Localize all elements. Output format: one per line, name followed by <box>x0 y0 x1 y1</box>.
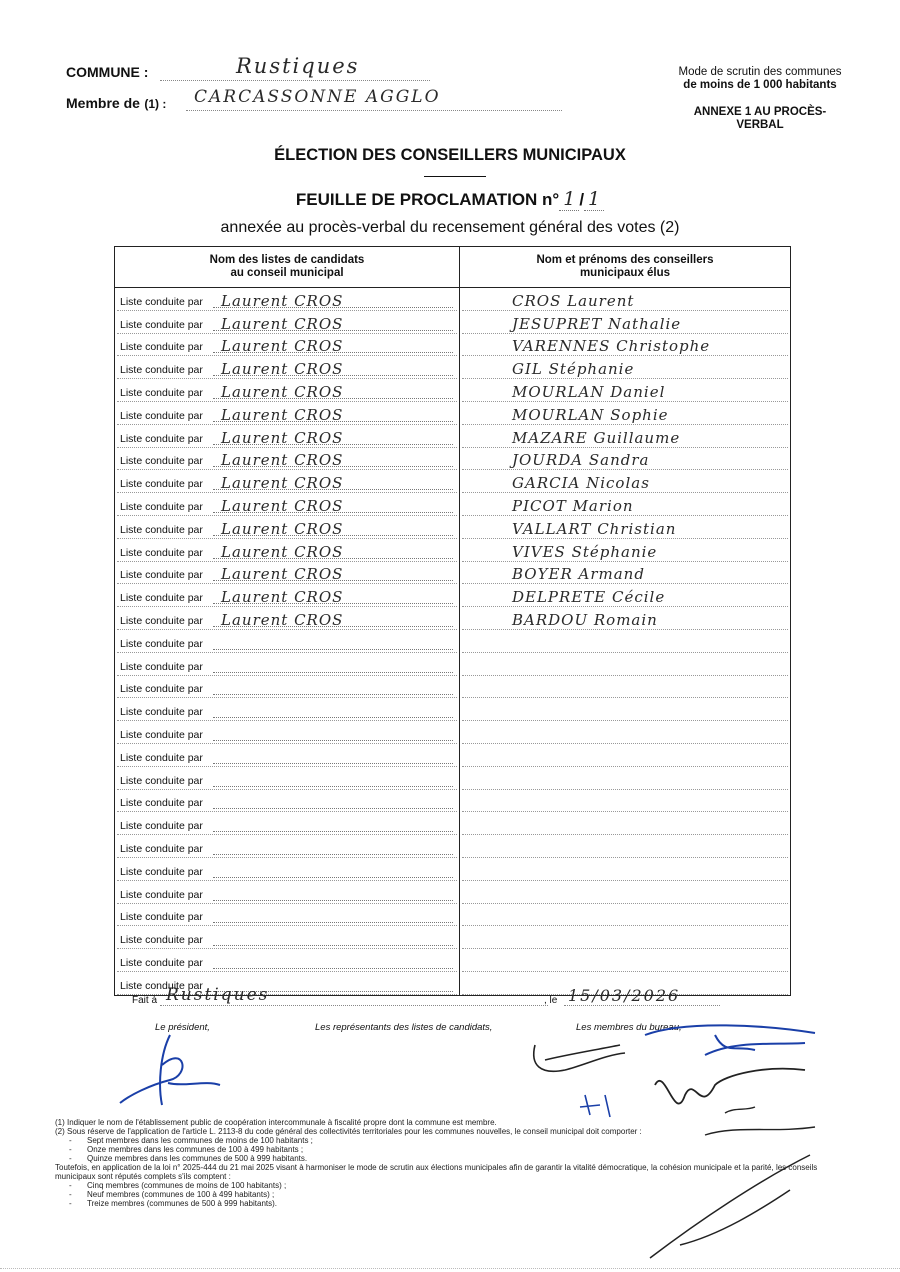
footnote-2-items <box>55 1136 670 1163</box>
list-cell-line <box>117 767 457 790</box>
fait-line <box>160 1005 548 1006</box>
elu-cell <box>460 516 791 539</box>
elu-cell <box>460 744 791 767</box>
table-row <box>115 334 791 357</box>
elu-cell <box>460 356 791 379</box>
row-prefix: Liste conduite par <box>120 569 203 582</box>
list-cell <box>115 470 460 493</box>
row-prefix: Liste conduite par <box>120 842 203 855</box>
elu-cell-line <box>462 904 788 927</box>
elu-cell <box>460 812 791 835</box>
row-prefix: Liste conduite par <box>120 523 203 536</box>
row-prefix: Liste conduite par <box>120 934 203 947</box>
row-prefix: Liste conduite par <box>120 341 203 354</box>
row-prefix: Liste conduite par <box>120 318 203 331</box>
list-cell <box>115 721 460 744</box>
membre-label-group <box>66 95 166 113</box>
row-prefix: Liste conduite par <box>120 774 203 787</box>
row-leader <box>213 820 453 832</box>
list-cell-line <box>117 790 457 813</box>
elu-cell <box>460 448 791 471</box>
list-leader-name: Laurent CROS <box>221 474 344 493</box>
feuille-number: 1 <box>559 188 579 211</box>
list-leader-name: Laurent CROS <box>221 337 344 356</box>
list-cell <box>115 790 460 813</box>
elu-cell-line <box>462 334 788 357</box>
date-label: , le <box>544 995 558 1006</box>
elu-cell <box>460 721 791 744</box>
elu-cell-line <box>462 288 788 311</box>
feuille-subtitle: annexée au procès-verbal du recensement général des votes (2) <box>220 219 680 236</box>
fait-value: Rustiques <box>166 985 270 1005</box>
elu-cell-line <box>462 607 788 630</box>
elu-cell-line <box>462 790 788 813</box>
feuille-title <box>0 188 900 210</box>
membre-label: Membre de <box>66 95 140 111</box>
table-row <box>115 858 791 881</box>
list-cell-line <box>117 584 457 607</box>
list-cell <box>115 539 460 562</box>
membre-note: (1) : <box>144 97 167 111</box>
elu-cell <box>460 470 791 493</box>
col-elus-line-1: Nom et prénoms des conseillers <box>536 254 714 266</box>
table-row <box>115 379 791 402</box>
list-cell <box>115 288 460 311</box>
feuille-separator: / <box>579 190 585 209</box>
elu-cell <box>460 311 791 334</box>
elu-cell <box>460 949 791 972</box>
list-cell <box>115 676 460 699</box>
elu-cell-line <box>462 881 788 904</box>
row-prefix: Liste conduite par <box>120 409 203 422</box>
bullet-dash: - <box>69 1181 72 1190</box>
row-leader <box>213 889 453 901</box>
elu-cell <box>460 767 791 790</box>
table-row <box>115 926 791 949</box>
list-cell <box>115 402 460 425</box>
list-cell-line <box>117 698 457 721</box>
row-prefix: Liste conduite par <box>120 546 203 559</box>
table-row <box>115 448 791 471</box>
list-cell <box>115 448 460 471</box>
list-cell-line <box>117 744 457 767</box>
list-cell-line <box>117 379 457 402</box>
list-cell <box>115 926 460 949</box>
annexe-label <box>670 106 850 132</box>
list-cell-line <box>117 356 457 379</box>
elu-name: BARDOU Romain <box>512 610 658 629</box>
row-prefix: Liste conduite par <box>120 660 203 673</box>
list-cell <box>115 698 460 721</box>
elu-name: VARENNES Christophe <box>512 337 711 356</box>
row-leader <box>213 797 453 809</box>
representants-caption: Les représentants des listes de candidats, <box>315 1022 493 1033</box>
page-bottom-edge <box>0 1268 900 1269</box>
list-leader-name: Laurent CROS <box>221 405 344 424</box>
table-row <box>115 584 791 607</box>
elu-cell <box>460 584 791 607</box>
table-row <box>115 288 791 311</box>
elu-name: MAZARE Guillaume <box>512 428 681 447</box>
row-leader <box>213 843 453 855</box>
elu-name: JOURDA Sandra <box>512 451 650 470</box>
row-prefix: Liste conduite par <box>120 751 203 764</box>
list-cell <box>115 881 460 904</box>
list-cell-line <box>117 288 457 311</box>
row-prefix: Liste conduite par <box>120 865 203 878</box>
elu-cell-line <box>462 744 788 767</box>
president-signature <box>110 1025 230 1115</box>
elu-cell <box>460 379 791 402</box>
elu-cell-line <box>462 379 788 402</box>
elu-cell-line <box>462 356 788 379</box>
elu-name: JESUPRET Nathalie <box>512 314 682 333</box>
elu-cell <box>460 653 791 676</box>
list-cell-line <box>117 516 457 539</box>
col-listes-header <box>115 247 460 288</box>
list-leader-name: Laurent CROS <box>221 588 344 607</box>
col-listes-line-1: Nom des listes de candidats <box>209 254 365 266</box>
elu-cell-line <box>462 402 788 425</box>
elu-cell <box>460 288 791 311</box>
row-prefix: Liste conduite par <box>120 364 203 377</box>
list-cell <box>115 653 460 676</box>
list-cell-line <box>117 858 457 881</box>
row-leader <box>213 683 453 695</box>
elu-cell <box>460 858 791 881</box>
elu-cell-line <box>462 676 788 699</box>
row-leader <box>213 957 453 969</box>
elu-cell-line <box>462 493 788 516</box>
complets-item <box>55 1190 835 1199</box>
table-row <box>115 653 791 676</box>
membres-caption: Les membres du bureau, <box>576 1022 682 1033</box>
list-cell-line <box>117 630 457 653</box>
elu-cell-line <box>462 470 788 493</box>
row-leader <box>213 638 453 650</box>
complets-item-text: Cinq membres (communes de moins de 100 habitants) ; <box>87 1181 287 1190</box>
complets-items <box>55 1181 835 1208</box>
elu-name: VALLART Christian <box>512 519 677 538</box>
list-leader-name: Laurent CROS <box>221 428 344 447</box>
row-prefix: Liste conduite par <box>120 500 203 513</box>
table-row <box>115 767 791 790</box>
row-prefix: Liste conduite par <box>120 979 203 992</box>
list-cell-line <box>117 448 457 471</box>
elu-name: CROS Laurent <box>512 291 635 310</box>
table-row <box>115 493 791 516</box>
commune-label: COMMUNE : <box>66 64 149 80</box>
list-leader-name: Laurent CROS <box>221 451 344 470</box>
row-prefix: Liste conduite par <box>120 432 203 445</box>
footnotes <box>55 1118 670 1163</box>
proclamation-table <box>114 246 791 996</box>
list-leader-name: Laurent CROS <box>221 519 344 538</box>
table-row <box>115 516 791 539</box>
row-prefix: Liste conduite par <box>120 911 203 924</box>
list-cell-line <box>117 607 457 630</box>
elu-cell <box>460 904 791 927</box>
footnote-item <box>55 1136 670 1145</box>
col-elus-line-2: municipaux élus <box>579 267 671 279</box>
president-caption: Le président, <box>155 1022 210 1033</box>
row-leader <box>213 911 453 923</box>
row-prefix: Liste conduite par <box>120 386 203 399</box>
list-cell <box>115 744 460 767</box>
row-prefix: Liste conduite par <box>120 295 203 308</box>
list-cell <box>115 835 460 858</box>
commune-value: Rustiques <box>236 54 360 78</box>
fait-label: Fait à <box>132 995 158 1006</box>
feuille-total: 1 <box>584 188 604 211</box>
scrutin-note <box>660 66 860 92</box>
elu-cell-line <box>462 516 788 539</box>
table-row <box>115 835 791 858</box>
row-leader <box>213 661 453 673</box>
row-prefix: Liste conduite par <box>120 820 203 833</box>
list-cell-line <box>117 904 457 927</box>
elu-cell-line <box>462 698 788 721</box>
feuille-prefix: FEUILLE DE PROCLAMATION n° <box>295 190 560 209</box>
list-leader-name: Laurent CROS <box>221 382 344 401</box>
elu-name: VIVES Stéphanie <box>512 542 658 561</box>
footnote-item <box>55 1154 670 1163</box>
elu-cell-line <box>462 653 788 676</box>
list-cell <box>115 949 460 972</box>
elu-cell <box>460 630 791 653</box>
row-prefix: Liste conduite par <box>120 706 203 719</box>
list-cell <box>115 334 460 357</box>
table-row <box>115 311 791 334</box>
bullet-dash: - <box>69 1190 72 1199</box>
elu-name: GIL Stéphanie <box>512 360 635 379</box>
row-leader <box>213 866 453 878</box>
list-cell-line <box>117 539 457 562</box>
footnote-item <box>55 1145 670 1154</box>
list-cell <box>115 356 460 379</box>
table-row <box>115 470 791 493</box>
footnote-1: (1) Indiquer le nom de l'établissement public de coopération intercommunale à fiscalité propre dont la commune est membre. <box>55 1118 497 1127</box>
list-leader-name: Laurent CROS <box>221 542 344 561</box>
list-cell <box>115 767 460 790</box>
date-value: 15/03/2026 <box>568 986 681 1005</box>
bullet-dash: - <box>69 1145 72 1154</box>
row-prefix: Liste conduite par <box>120 592 203 605</box>
list-cell-line <box>117 835 457 858</box>
table-row <box>115 904 791 927</box>
row-leader <box>213 934 453 946</box>
elu-cell <box>460 493 791 516</box>
membre-line <box>186 110 562 111</box>
row-prefix: Liste conduite par <box>120 956 203 969</box>
complets-item <box>55 1181 835 1190</box>
table-row <box>115 698 791 721</box>
row-prefix: Liste conduite par <box>120 797 203 810</box>
list-cell <box>115 311 460 334</box>
elu-cell <box>460 425 791 448</box>
table-row <box>115 721 791 744</box>
table-row <box>115 630 791 653</box>
list-cell <box>115 562 460 585</box>
row-prefix: Liste conduite par <box>120 728 203 741</box>
elu-name: BOYER Armand <box>512 565 645 584</box>
list-cell-line <box>117 926 457 949</box>
footnote-item-text: Sept membres dans les communes de moins de 100 habitants ; <box>87 1136 313 1145</box>
elu-name: MOURLAN Daniel <box>512 382 666 401</box>
table-row <box>115 607 791 630</box>
elu-cell <box>460 790 791 813</box>
list-cell <box>115 812 460 835</box>
list-leader-name: Laurent CROS <box>221 565 344 584</box>
elu-name: PICOT Marion <box>512 496 634 515</box>
list-cell-line <box>117 812 457 835</box>
table-row <box>115 402 791 425</box>
row-prefix: Liste conduite par <box>120 455 203 468</box>
table-header-row <box>115 247 791 288</box>
title-divider <box>424 176 486 177</box>
elu-cell-line <box>462 584 788 607</box>
row-leader <box>213 775 453 787</box>
list-cell-line <box>117 334 457 357</box>
complets-item-text: Neuf membres (communes de 100 à 499 habitants) ; <box>87 1190 275 1199</box>
list-cell <box>115 584 460 607</box>
row-prefix: Liste conduite par <box>120 888 203 901</box>
elu-cell-line <box>462 562 788 585</box>
list-cell <box>115 904 460 927</box>
elu-cell <box>460 926 791 949</box>
commune-line <box>160 80 430 81</box>
list-cell-line <box>117 881 457 904</box>
list-cell <box>115 493 460 516</box>
elu-cell <box>460 402 791 425</box>
table-row <box>115 949 791 972</box>
col-listes-line-2: au conseil municipal <box>230 267 344 279</box>
col-elus-header <box>460 247 791 288</box>
annexe-line-2: VERBAL <box>736 119 784 131</box>
list-cell-line <box>117 949 457 972</box>
elu-cell-line <box>462 630 788 653</box>
complets-item-text: Treize membres (communes de 500 à 999 habitants). <box>87 1199 278 1208</box>
row-prefix: Liste conduite par <box>120 683 203 696</box>
elu-cell <box>460 676 791 699</box>
elu-name: GARCIA Nicolas <box>512 474 650 493</box>
list-leader-name: Laurent CROS <box>221 360 344 379</box>
elu-cell-line <box>462 812 788 835</box>
list-cell <box>115 858 460 881</box>
elu-cell <box>460 562 791 585</box>
elu-cell <box>460 698 791 721</box>
row-prefix: Liste conduite par <box>120 614 203 627</box>
row-leader <box>213 706 453 718</box>
date-line <box>564 1005 720 1006</box>
membre-value: CARCASSONNE AGGLO <box>194 87 441 107</box>
annexe-line-1: ANNEXE 1 AU PROCÈS- <box>693 106 827 118</box>
table-row <box>115 539 791 562</box>
scrutin-line-1: Mode de scrutin des communes <box>678 66 842 78</box>
toutefois-text: Toutefois, en application de la loi n° 2025-444 du 21 mai 2025 visant à harmoniser le mode de scrutin aux élections municipales afin de garantir la vitalité démocratique, la cohésion municipale et la parité, les conseils municipaux sont réputés complets s'ils comptent : <box>55 1163 818 1181</box>
toutefois-note <box>55 1163 835 1208</box>
table-row <box>115 881 791 904</box>
list-cell-line <box>117 470 457 493</box>
elu-cell <box>460 835 791 858</box>
footnote-2: (2) Sous réserve de l'application de l'article L. 2113-8 du code général des collectivités territoriales pour les communes nouvelles, le conseil municipal doit comporter : <box>55 1127 642 1136</box>
list-cell <box>115 630 460 653</box>
elu-cell <box>460 607 791 630</box>
list-leader-name: Laurent CROS <box>221 496 344 515</box>
list-cell-line <box>117 493 457 516</box>
elu-name: DELPRETE Cécile <box>512 588 666 607</box>
table-row <box>115 676 791 699</box>
elu-cell <box>460 881 791 904</box>
bullet-dash: - <box>69 1154 72 1163</box>
table-row <box>115 356 791 379</box>
row-prefix: Liste conduite par <box>120 637 203 650</box>
elu-cell-line <box>462 721 788 744</box>
scrutin-line-2: de moins de 1 000 habitants <box>683 79 837 91</box>
elu-cell-line <box>462 311 788 334</box>
row-leader <box>213 752 453 764</box>
elu-cell <box>460 334 791 357</box>
row-prefix: Liste conduite par <box>120 478 203 491</box>
elu-cell-line <box>462 767 788 790</box>
bullet-dash: - <box>69 1199 72 1208</box>
list-cell-line <box>117 311 457 334</box>
table-row <box>115 562 791 585</box>
complets-item <box>55 1199 835 1208</box>
elu-cell-line <box>462 835 788 858</box>
list-cell <box>115 516 460 539</box>
elu-name: MOURLAN Sophie <box>512 405 669 424</box>
list-cell-line <box>117 721 457 744</box>
list-cell-line <box>117 653 457 676</box>
table-row <box>115 425 791 448</box>
list-cell-line <box>117 425 457 448</box>
row-leader <box>213 729 453 741</box>
list-leader-name: Laurent CROS <box>221 314 344 333</box>
list-cell-line <box>117 676 457 699</box>
table-row <box>115 744 791 767</box>
table-row <box>115 812 791 835</box>
elu-cell-line <box>462 425 788 448</box>
footnote-item-text: Onze membres dans les communes de 100 à 499 habitants ; <box>87 1145 304 1154</box>
list-cell <box>115 607 460 630</box>
elu-cell-line <box>462 949 788 972</box>
bullet-dash: - <box>69 1136 72 1145</box>
elu-cell-line <box>462 926 788 949</box>
list-cell <box>115 425 460 448</box>
footnote-item-text: Quinze membres dans les communes de 500 à 999 habitants. <box>87 1154 308 1163</box>
elu-cell-line <box>462 448 788 471</box>
list-cell-line <box>117 402 457 425</box>
list-cell <box>115 379 460 402</box>
list-leader-name: Laurent CROS <box>221 610 344 629</box>
elu-cell <box>460 539 791 562</box>
elu-cell-line <box>462 858 788 881</box>
list-leader-name: Laurent CROS <box>221 291 344 310</box>
list-cell-line <box>117 562 457 585</box>
table-row <box>115 790 791 813</box>
page-title: ÉLECTION DES CONSEILLERS MUNICIPAUX <box>274 146 626 164</box>
table-body <box>115 288 791 996</box>
elu-cell-line <box>462 539 788 562</box>
